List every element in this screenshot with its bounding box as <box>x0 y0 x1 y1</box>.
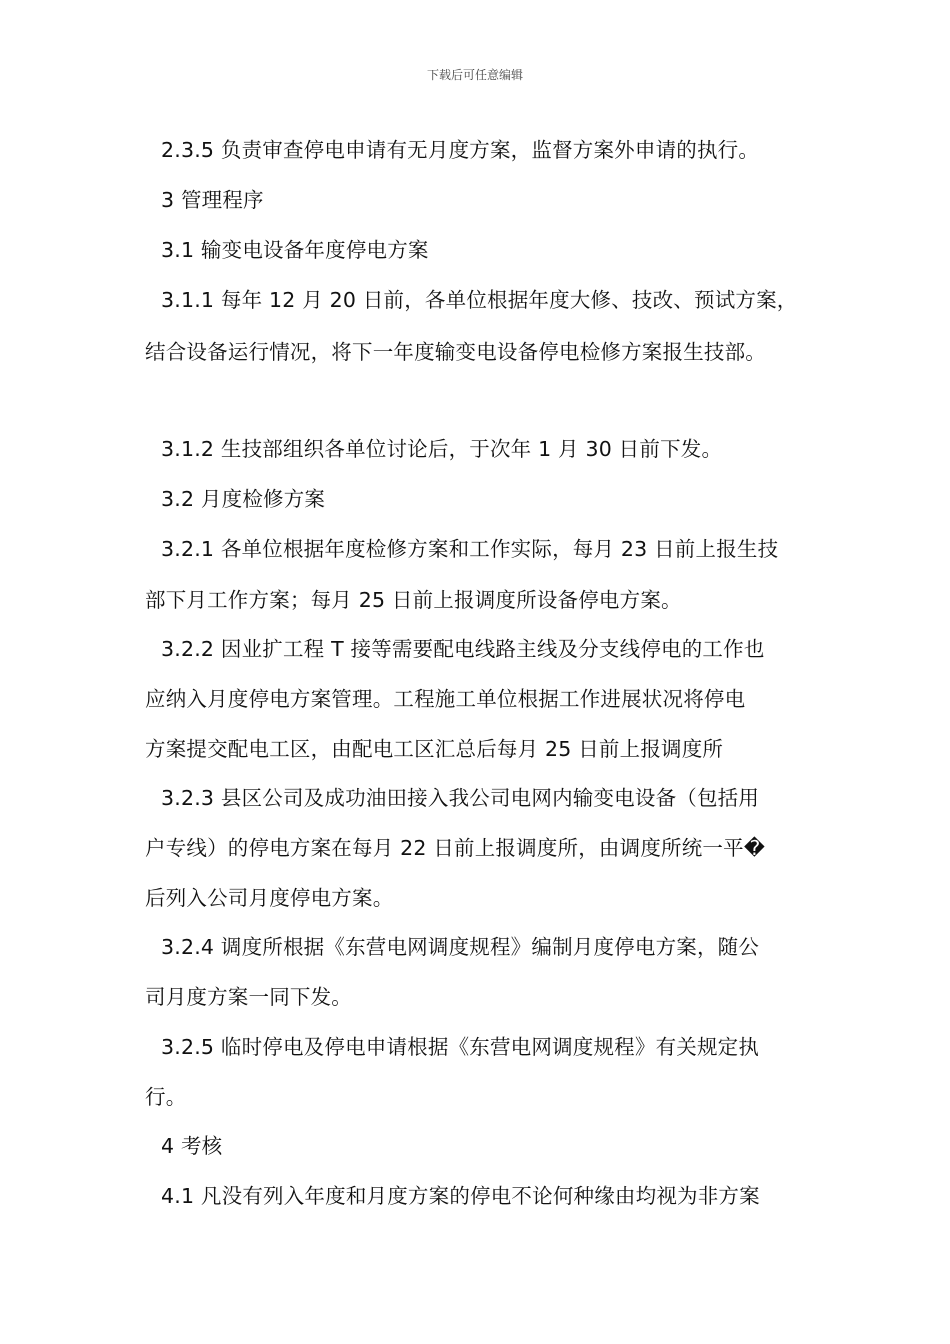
paragraph-3-2-4-line-2: 司月度方案一同下发。 <box>145 985 352 1009</box>
heading-3: 3 管理程序 <box>161 188 264 212</box>
heading-3-2: 3.2 月度检修方案 <box>161 487 326 511</box>
paragraph-3-2-3-line-1: 3.2.3 县区公司及成功油田接入我公司电网内输变电设备（包括用 <box>161 786 760 810</box>
paragraph-3-2-3-line-3: 后列入公司月度停电方案。 <box>145 886 394 910</box>
paragraph-3-2-1-line-1: 3.2.1 各单位根据年度检修方案和工作实际，每月 23 日前上报生技 <box>161 537 779 561</box>
paragraph-3-2-5-line-2: 行。 <box>145 1085 187 1109</box>
paragraph-3-1-2: 3.1.2 生技部组织各单位讨论后，于次年 1 月 30 日前下发。 <box>161 437 723 461</box>
paragraph-4-1: 4.1 凡没有列入年度和月度方案的停电不论何种缘由均视为非方案 <box>161 1184 760 1208</box>
heading-4: 4 考核 <box>161 1134 223 1158</box>
paragraph-2-3-5: 2.3.5 负责审查停电申请有无月度方案，监督方案外申请的执行。 <box>161 138 760 162</box>
page-header: 下载后可任意编辑 <box>426 68 523 82</box>
paragraph-3-2-2-line-2: 应纳入月度停电方案管理。工程施工单位根据工作进展状况将停电 <box>145 687 746 711</box>
paragraph-3-2-4-line-1: 3.2.4 调度所根据《东营电网调度规程》编制月度停电方案，随公 <box>161 935 760 959</box>
paragraph-3-2-2-line-1: 3.2.2 因业扩工程 T 接等需要配电线路主线及分支线停电的工作也 <box>161 637 765 661</box>
paragraph-3-2-2-line-3: 方案提交配电工区，由配电工区汇总后每月 25 日前上报调度所 <box>145 737 724 761</box>
paragraph-3-2-5-line-1: 3.2.5 临时停电及停电申请根据《东营电网调度规程》有关规定执 <box>161 1035 760 1059</box>
paragraph-3-2-3-line-2: 户专线）的停电方案在每月 22 日前上报调度所，由调度所统一平� <box>145 836 766 860</box>
paragraph-3-1-1-line-2: 结合设备运行情况，将下一年度输变电设备停电检修方案报生技部。 <box>145 340 766 364</box>
paragraph-3-1-1-line-1: 3.1.1 每年 12 月 20 日前，各单位根据年度大修、技改、预试方案， <box>161 288 798 312</box>
heading-3-1: 3.1 输变电设备年度停电方案 <box>161 238 429 262</box>
paragraph-3-2-1-line-2: 部下月工作方案；每月 25 日前上报调度所设备停电方案。 <box>145 588 682 612</box>
